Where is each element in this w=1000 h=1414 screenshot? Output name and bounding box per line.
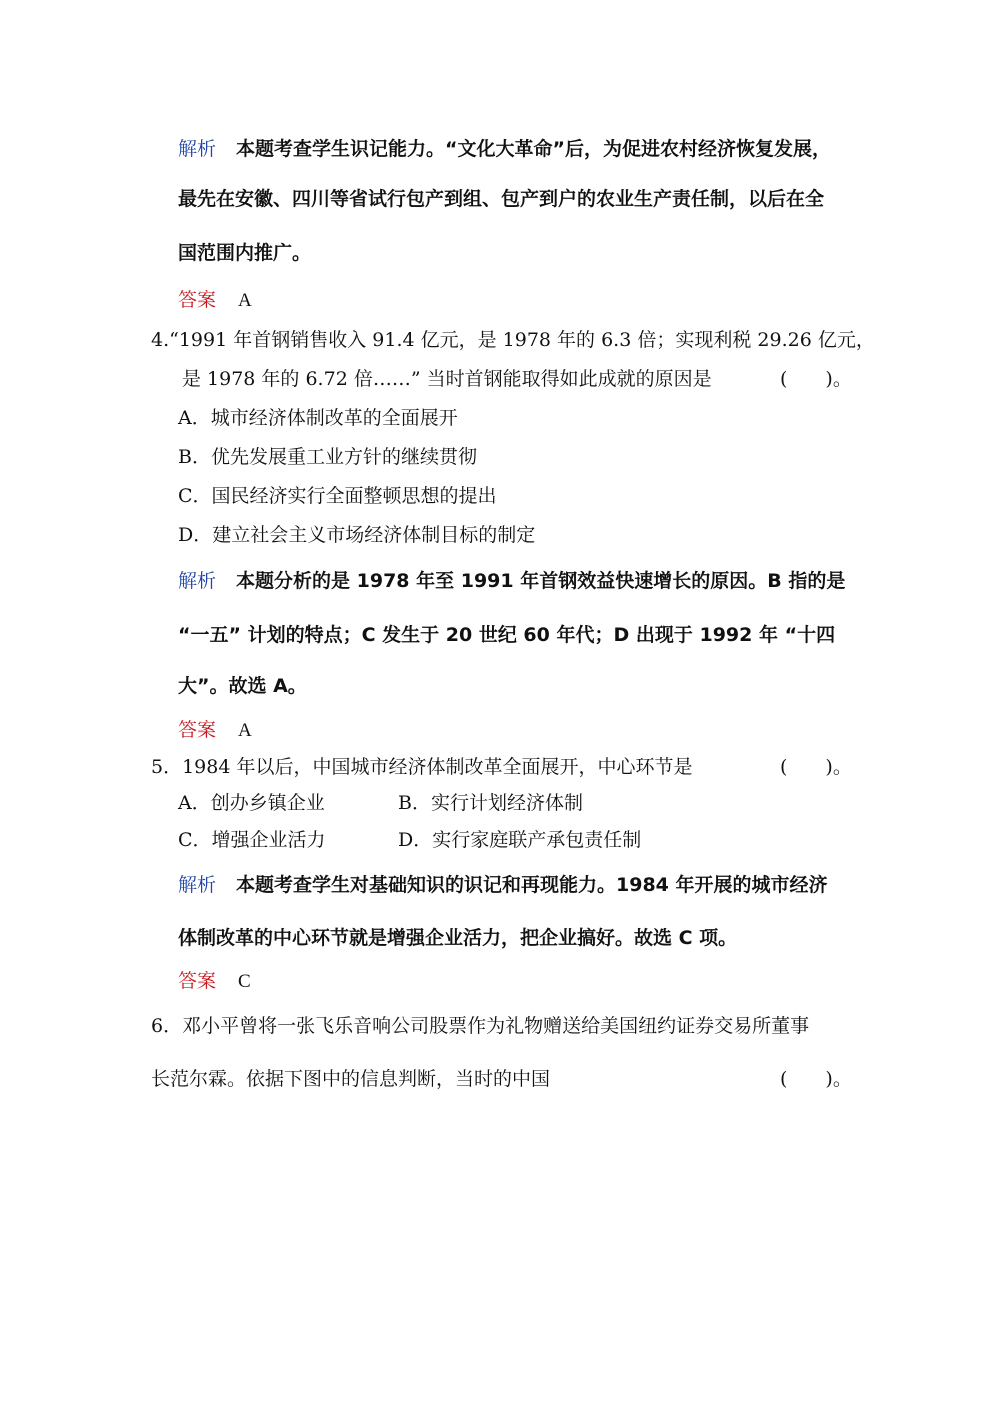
q6-stem-line-1: 6．邓小平曾将一张飞乐音响公司股票作为礼物赠送给美国纽约证券交易所董事 bbox=[151, 1015, 810, 1037]
analysis-text: 本题分析的是 1978 年至 1991 年首钢效益快速增长的原因。B 指的是 bbox=[236, 570, 846, 592]
q4-analysis-line-3: 大”。故选 A。 bbox=[178, 675, 307, 697]
q5-option-c: C．增强企业活力 bbox=[178, 829, 326, 851]
q4-analysis-line-2: “一五” 计划的特点；C 发生于 20 世纪 60 年代；D 出现于 1992 年 “十四 bbox=[178, 624, 836, 646]
q4-option-c: C．国民经济实行全面整顿思想的提出 bbox=[178, 485, 497, 507]
answer-value: A bbox=[238, 290, 252, 311]
q5-option-d: D．实行家庭联产承包责任制 bbox=[398, 829, 642, 851]
q5-stem: 5．1984 年以后，中国城市经济体制改革全面展开，中心环节是 bbox=[151, 756, 693, 778]
q3-answer bbox=[178, 287, 252, 314]
q4-stem-line-2: 是 1978 年的 6.72 倍……” 当时首钢能取得如此成就的原因是 bbox=[182, 368, 712, 390]
analysis-label: 解析 bbox=[178, 138, 217, 160]
answer-label: 答案 bbox=[178, 719, 217, 741]
q3-analysis-line-3: 国范围内推广。 bbox=[178, 242, 312, 264]
analysis-text: 本题考查学生识记能力。“文化大革命”后，为促进农村经济恢复发展， bbox=[236, 138, 831, 160]
answer-label: 答案 bbox=[178, 970, 217, 992]
q6-stem-line-2: 长范尔霖。依据下图中的信息判断，当时的中国 bbox=[151, 1068, 551, 1090]
q5-analysis-line-2: 体制改革的中心环节就是增强企业活力，把企业搞好。故选 C 项。 bbox=[178, 927, 738, 949]
answer-label: 答案 bbox=[178, 289, 217, 311]
q5-option-b: B．实行计划经济体制 bbox=[398, 792, 583, 814]
q4-answer-paren: ( )。 bbox=[780, 368, 852, 390]
q3-analysis-line-2: 最先在安徽、四川等省试行包产到组、包产到户的农业生产责任制，以后在全 bbox=[178, 188, 825, 210]
q4-option-b: B．优先发展重工业方针的继续贯彻 bbox=[178, 446, 477, 468]
q4-stem-line-1: 4.“1991 年首钢销售收入 91.4 亿元，是 1978 年的 6.3 倍；实现利税 29.26 亿元， bbox=[151, 329, 875, 351]
analysis-label: 解析 bbox=[178, 570, 217, 592]
q4-option-a: A．城市经济体制改革的全面展开 bbox=[178, 407, 458, 429]
q5-option-a: A．创办乡镇企业 bbox=[178, 792, 325, 814]
q5-answer-paren: ( )。 bbox=[780, 756, 852, 778]
q5-answer bbox=[178, 968, 251, 995]
q4-option-d: D．建立社会主义市场经济体制目标的制定 bbox=[178, 524, 536, 546]
answer-value: A bbox=[238, 720, 252, 741]
q6-answer-paren: ( )。 bbox=[780, 1068, 852, 1090]
analysis-text: 本题考查学生对基础知识的识记和再现能力。1984 年开展的城市经济 bbox=[236, 874, 828, 896]
analysis-label: 解析 bbox=[178, 874, 217, 896]
q5-analysis-line-1 bbox=[178, 872, 828, 898]
q3-analysis-line-1 bbox=[178, 136, 831, 162]
q4-analysis-line-1 bbox=[178, 568, 845, 594]
answer-value: C bbox=[238, 971, 251, 992]
q4-answer bbox=[178, 717, 252, 744]
